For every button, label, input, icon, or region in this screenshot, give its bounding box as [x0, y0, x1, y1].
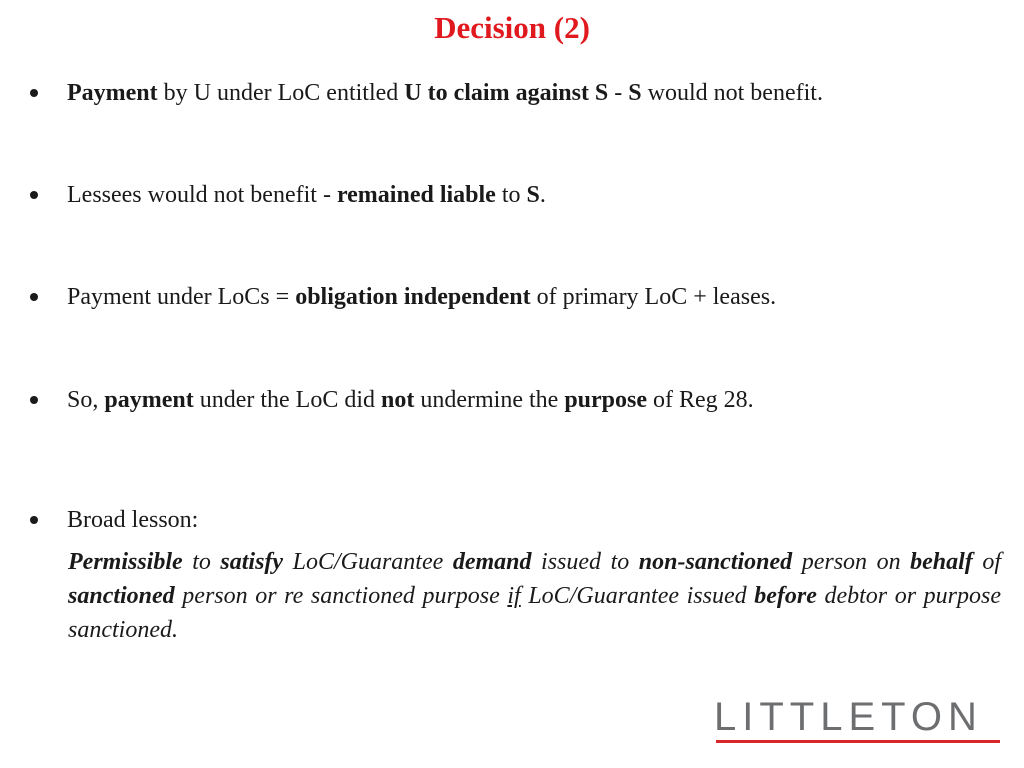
logo-underline [716, 740, 1000, 743]
text-segment: obligation independent [295, 284, 531, 310]
bullet-dot-icon [30, 89, 38, 97]
text-segment: sanctioned [68, 583, 175, 609]
bullet-payment-claim [30, 78, 990, 108]
text-segment: behalf [910, 549, 973, 575]
text-segment: LoC/Guarantee [283, 549, 453, 575]
bullet-dot-icon [30, 293, 38, 301]
bullet-text [67, 78, 990, 108]
littleton-logo [714, 697, 1004, 747]
text-segment: Payment [67, 80, 158, 106]
text-segment: if [507, 583, 521, 609]
bullet-broad-lesson [30, 505, 990, 535]
text-segment: of [972, 549, 1002, 575]
bullet-dot-icon [30, 396, 38, 404]
broad-lesson-text [68, 545, 1001, 647]
text-segment: issued to [531, 549, 639, 575]
text-segment: So, [67, 387, 105, 413]
text-segment: person on [792, 549, 911, 575]
bullet-text [67, 180, 990, 210]
text-segment: of primary LoC + leases. [530, 284, 777, 310]
text-segment: to [182, 549, 221, 575]
text-segment: payment [104, 387, 194, 413]
bullet-obligation [30, 282, 990, 312]
text-segment: under the LoC did [193, 387, 382, 413]
text-segment: - [608, 80, 629, 106]
bullet-heading: Broad lesson: [67, 507, 199, 533]
text-segment: LoC/Guarantee issued [520, 583, 755, 609]
text-segment: satisfy [220, 549, 284, 575]
text-segment: to [495, 182, 527, 208]
text-segment: debtor or purpose sanctioned. [68, 583, 1001, 643]
text-segment: . [539, 182, 546, 208]
text-segment: person or re sanctioned purpose [174, 583, 508, 609]
bullet-purpose [30, 385, 990, 415]
bullet-dot-icon [30, 516, 38, 524]
bullet-text [67, 282, 990, 312]
logo-wordmark: LITTLETON [714, 695, 983, 739]
bullet-text [67, 385, 990, 415]
text-segment: demand [452, 549, 532, 575]
text-segment: remained liable [336, 182, 496, 208]
text-segment: undermine the [414, 387, 565, 413]
text-segment: before [754, 583, 817, 609]
text-segment: S [526, 182, 540, 208]
text-segment: Lessees would not benefit - [67, 182, 337, 208]
text-segment: Permissible [68, 549, 183, 575]
text-segment: purpose [564, 387, 647, 413]
text-segment: would not benefit. [641, 80, 823, 106]
text-segment: by U under LoC entitled [157, 80, 405, 106]
text-segment: of Reg 28. [647, 387, 754, 413]
text-segment: Payment under LoCs = [67, 284, 296, 310]
text-segment: non-sanctioned [638, 549, 793, 575]
text-segment: S [628, 80, 642, 106]
bullet-dot-icon [30, 191, 38, 199]
slide-title: Decision (2) [434, 10, 590, 45]
bullet-lessees [30, 180, 990, 210]
text-segment: U to claim against S [404, 80, 609, 106]
text-segment: not [381, 387, 415, 413]
